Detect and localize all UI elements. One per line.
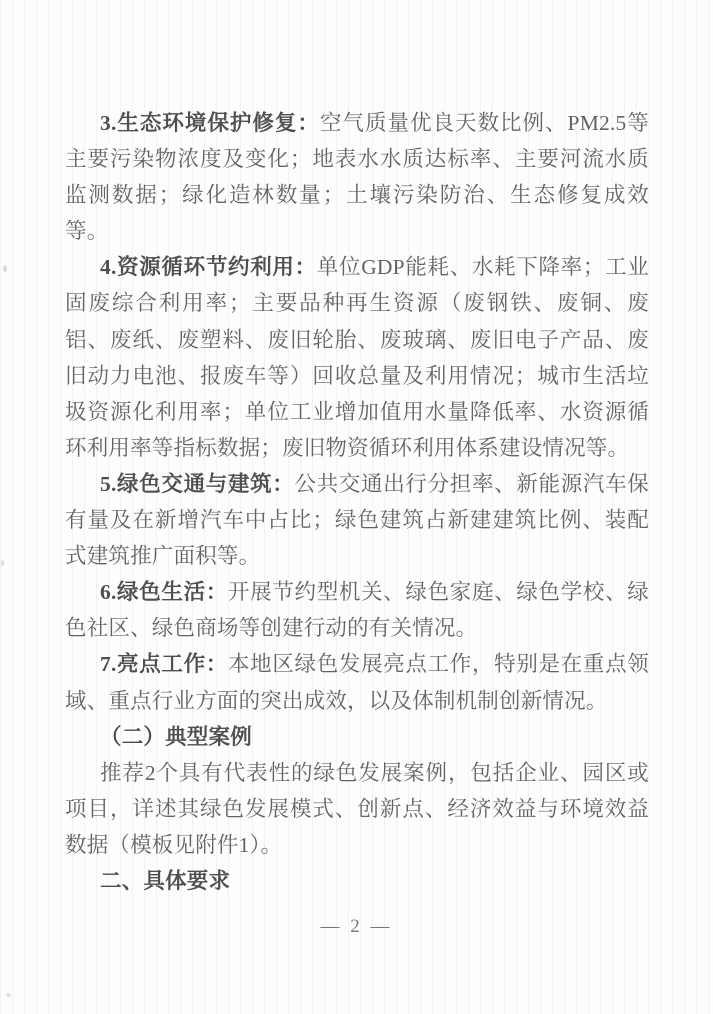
scan-artifact-speck [3,265,7,272]
list-item-eco-environment-restoration [65,105,649,249]
heading-text: 二、具体要求 [100,868,231,893]
page-number: — 2 — [320,916,393,937]
paragraph-case-recommendation [65,755,649,863]
list-item-green-transport-buildings [65,466,649,574]
item-label: 6.绿色生活： [100,580,228,605]
item-label: 5.绿色交通与建筑： [100,471,295,496]
list-item-resource-recycling [65,249,649,466]
scan-artifact-speck [1,560,4,566]
list-item-green-living [65,574,649,646]
heading-text: （二）典型案例 [100,724,252,749]
section-heading-typical-cases [65,719,649,755]
item-label: 4.资源循环节约利用： [100,255,317,280]
item-text: 开展节约型机关、绿色家庭、绿色学校、绿色社区、绿色商场等创建行动的有关情况。 [65,580,649,641]
item-text: 单位GDP能耗、水耗下降率；工业固废综合利用率；主要品种再生资源（废钢铁、废铜、废铝、废纸、废塑料、废旧轮胎、废玻璃、废旧电子产品、废旧动力电池、报废车等）回收总量及利用情况；城市生活垃圾资源化利用率；单位工业增加值用水量降低率、水资源循环利用率等指标数据；废旧物资循环利用体系建设情况等。 [65,255,649,460]
item-text: 空气质量优良天数比例、PM2.5等主要污染物浓度及变化；地表水水质达标率、主要河流水质监测数据；绿化造林数量；土壤污染防治、生态修复成效等。 [65,111,650,244]
paragraph-text: 推荐2个具有代表性的绿色发展案例，包括企业、园区或项目，详述其绿色发展模式、创新点、经济效益与环境效益数据（模板见附件1）。 [65,760,649,857]
item-label: 7.亮点工作： [100,652,228,677]
section-heading-specific-requirements [65,863,649,899]
item-text: 本地区绿色发展亮点工作，特别是在重点领域、重点行业方面的突出成效，以及体制机制创新情况。 [65,652,649,713]
item-text: 公共交通出行分担率、新能源汽车保有量及在新增汽车中占比；绿色建筑占新建建筑比例、装配式建筑推广面积等。 [65,471,649,569]
list-item-highlight-work [65,646,649,718]
scan-artifact-speck [6,993,11,997]
item-label: 3.生态环境保护修复： [100,111,320,135]
document-body [65,105,649,899]
